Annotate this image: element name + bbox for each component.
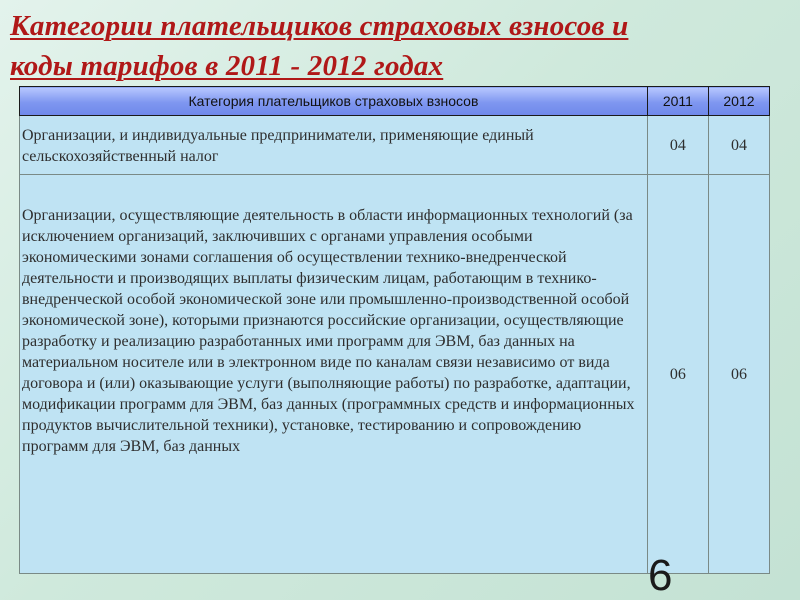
header-year-2011: 2011 (647, 87, 708, 116)
row-code-2012: 04 (708, 116, 769, 175)
page-number: 6 (648, 551, 673, 600)
header-year-2012: 2012 (708, 87, 769, 116)
table-header-row (20, 87, 770, 116)
slide-title-line-2: коды тарифов в 2011 - 2012 годах (10, 50, 444, 82)
slide-title-line-1: Категории плательщиков страховых взносов и (10, 10, 629, 42)
row-code-2012: 06 (708, 175, 769, 574)
row-code-2011: 04 (647, 116, 708, 175)
tariff-codes-table (19, 86, 770, 574)
row-code-2011: 06 (647, 175, 708, 574)
table-row (20, 175, 770, 574)
row-category-it: Организации, осуществляющие деятельность в области информационных технологий (за исключением организаций, заключивших с органами управления особыми экономическими зонами соглашения об осуществлении технико-внедренческой деятельности и производящих выплаты физическим лицам, работающим в технико-внедренческой особой экономической зоне или промышленно-производственной особой экономической зоне), которыми признаются российские организации, осуществляющие разработку и реализацию разработанных ими программ для ЭВМ, баз данных на материальном носителе или в электронном виде по каналам связи независимо от вида договора и (или) оказывающие услуги (выполняющие работы) по разработке, адаптации, модификации программ для ЭВМ, баз данных (программных средств и информационных продуктов вычислительной техники), установке, тестированию и сопровождению программ для ЭВМ, баз данных (20, 175, 648, 574)
row-category-esn: Организации, и индивидуальные предприниматели, применяющие единый сельскохозяйственный налог (20, 116, 648, 175)
header-category: Категория плательщиков страховых взносов (20, 87, 648, 116)
table-row (20, 116, 770, 175)
slide-title (10, 6, 790, 86)
